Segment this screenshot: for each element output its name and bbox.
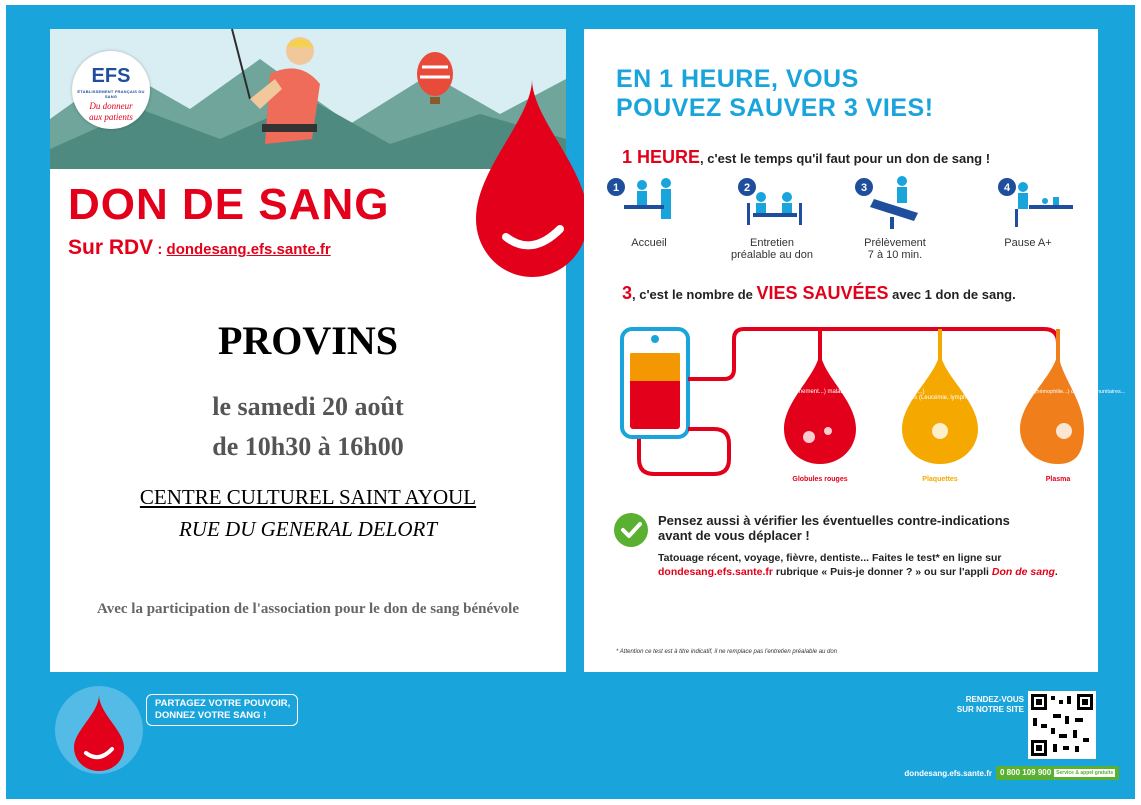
- step-prelevement: [840, 173, 950, 261]
- drop-desc: Hémorragies (chirurgie, accouchement...) maladies du sang (drépanocytose...): [715, 389, 925, 395]
- rdv-link[interactable]: dondesang.efs.sante.fr: [166, 241, 331, 258]
- headline-line-2: POUVEZ SAUVER 3 VIES!: [616, 94, 934, 122]
- checkmark-icon: [614, 513, 648, 547]
- blood-components-diagram: [604, 319, 1126, 499]
- event-city: PROVINS: [217, 318, 399, 363]
- rdv-separator: :: [153, 241, 167, 258]
- warning-title-2: avant de vous déplacer !: [658, 528, 810, 543]
- app-name: Don de sang: [991, 566, 1055, 578]
- right-panel: [584, 29, 1126, 672]
- step-label: Pause A+: [1004, 237, 1052, 249]
- hour-highlight: 1 HEURE: [622, 147, 701, 167]
- event-date: le samedi 20 août: [212, 392, 404, 421]
- logo-tagline-2: aux patients: [89, 112, 133, 122]
- poster-title: DON DE SANG: [68, 180, 390, 229]
- snack-break-icon: [973, 173, 1083, 237]
- poster: [6, 5, 1135, 799]
- headline-line-1: EN 1 HEURE, VOUS: [616, 65, 859, 93]
- lives-highlight: VIES SAUVÉES: [756, 283, 889, 303]
- logo-tagline-1: Du donneur: [89, 101, 133, 111]
- logo-org: ÉTABLISSEMENT FRANÇAIS DU SANG: [77, 89, 145, 99]
- step-label: Prélèvement: [864, 237, 926, 249]
- qr-code-icon[interactable]: [1028, 691, 1096, 759]
- lives-number: 3: [622, 283, 633, 303]
- small-blood-drop-icon: [54, 685, 144, 775]
- warning-title-1: Pensez aussi à vérifier les éventuelles contre-indications: [658, 513, 1010, 528]
- drop-desc: Cancers (Leucémie, lymphome...): [894, 395, 986, 401]
- share-line-2: DONNEZ VOTRE SANG !: [155, 710, 267, 721]
- warning-end: .: [1054, 566, 1058, 578]
- lives-text-1: , c'est le nombre de: [632, 287, 757, 302]
- blood-drop-icon: [476, 79, 588, 279]
- hour-statement: [622, 147, 990, 168]
- footnote: * Attention ce test est à titre indicatif, il ne remplace pas l'entretien préalable au don: [616, 649, 838, 655]
- step-number: 2: [743, 182, 751, 194]
- event-venue: CENTRE CULTUREL SAINT AYOUL: [139, 485, 477, 509]
- footer-site[interactable]: dondesang.efs.sante.fr: [904, 769, 992, 778]
- drop-desc: Maladies génétiques (hémophilie...) déficits immunitaires...: [982, 389, 1126, 395]
- reception-icon: [594, 173, 704, 237]
- step-label: Entretien: [749, 237, 795, 249]
- step-number: 4: [1003, 182, 1011, 194]
- rdv-prefix: Sur RDV: [68, 236, 154, 259]
- phone-badge[interactable]: [996, 766, 1119, 780]
- share-line-1: PARTAGEZ VOTRE POUVOIR,: [155, 698, 291, 709]
- efs-logo: [72, 51, 150, 129]
- warning-line-2: rubrique « Puis-je donner ? » ou sur l'appli: [772, 566, 992, 578]
- plasma-drop: [1020, 349, 1084, 464]
- logo-abbr: EFS: [91, 65, 131, 87]
- headline: [616, 65, 934, 123]
- visit-site-label: [936, 695, 1024, 715]
- share-banner: [146, 694, 298, 726]
- step-label-2: 7 à 10 min.: [867, 249, 923, 261]
- interview-icon: [717, 173, 827, 237]
- step-entretien: [717, 173, 827, 261]
- event-time: de 10h30 à 16h00: [212, 432, 404, 461]
- step-accueil: [594, 173, 704, 249]
- warning-link[interactable]: dondesang.efs.sante.fr: [658, 566, 773, 578]
- warning-text: [658, 551, 1078, 579]
- lives-text-2: avec 1 don de sang.: [888, 287, 1016, 302]
- platelets-drop: [902, 349, 978, 464]
- phone-note: Service & appel gratuits: [1056, 769, 1114, 776]
- visit-site-1: RENDEZ-VOUS: [965, 695, 1024, 704]
- warning-line-1: Tatouage récent, voyage, fièvre, dentiste... Faites le test* en ligne sur: [658, 552, 1002, 564]
- hour-text: , c'est le temps qu'il faut pour un don de sang !: [700, 151, 991, 166]
- event-street: RUE DU GENERAL DELORT: [178, 517, 438, 541]
- drop-label: Globules rouges: [792, 476, 848, 483]
- phone-number: 0 800 109 900: [1000, 768, 1052, 777]
- step-label: Accueil: [631, 237, 667, 249]
- step-number: 3: [860, 182, 868, 194]
- visit-site-2: SUR NOTRE SITE: [956, 705, 1024, 714]
- step-pause: [973, 173, 1083, 249]
- drop-label: Plasma: [1045, 476, 1071, 483]
- drop-label: Plaquettes: [922, 476, 958, 483]
- warning-title: [658, 513, 1058, 543]
- lives-statement: [622, 283, 1016, 304]
- step-label-2: préalable au don: [731, 249, 813, 261]
- step-number: 1: [612, 182, 620, 194]
- association-note: Avec la participation de l'association pour le don de sang bénévole: [97, 601, 519, 617]
- donation-chair-icon: [840, 173, 950, 237]
- rdv-line: [68, 236, 331, 260]
- red-cells-drop: [784, 349, 856, 464]
